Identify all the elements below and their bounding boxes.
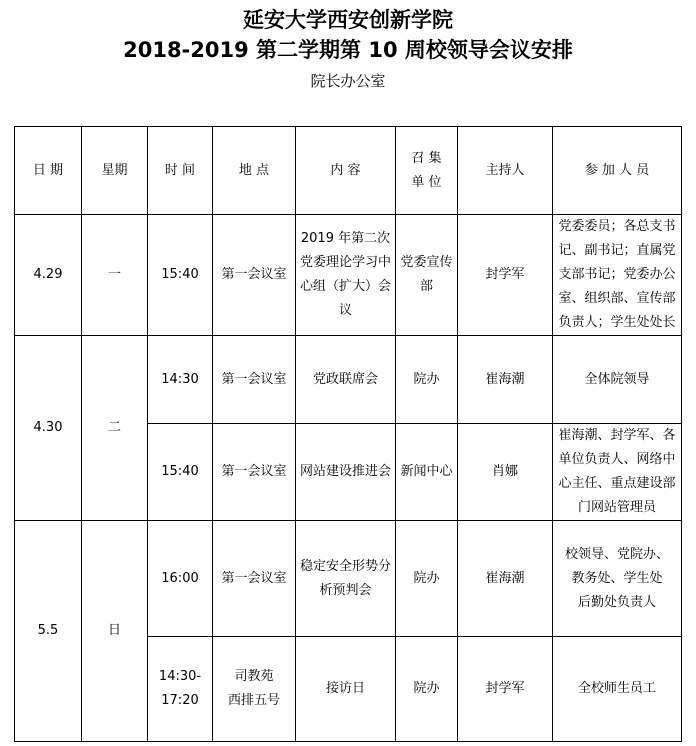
participants-cell: 全体院领导 bbox=[553, 336, 682, 424]
content-cell: 网站建设推进会 bbox=[296, 424, 396, 521]
document-title: 延安大学西安创新学院 bbox=[243, 8, 453, 32]
place-cell: 第一会议室 bbox=[213, 424, 296, 521]
header-weekday: 星期 bbox=[82, 127, 148, 215]
header-place: 地 点 bbox=[213, 127, 296, 215]
weekday-cell: 一 bbox=[82, 215, 148, 336]
time-cell: 14:30 bbox=[148, 336, 213, 424]
content-cell: 稳定安全形势分 析预判会 bbox=[296, 521, 396, 637]
time-cell: 16:00 bbox=[148, 521, 213, 637]
header-date: 日 期 bbox=[15, 127, 82, 215]
issuing-office: 院长办公室 bbox=[310, 72, 386, 90]
time-cell: 14:30- 17:20 bbox=[148, 637, 213, 742]
place-cell: 第一会议室 bbox=[213, 215, 296, 336]
host-cell: 崔海潮 bbox=[458, 336, 553, 424]
organizer-cell: 院办 bbox=[396, 637, 458, 742]
meeting-schedule-table bbox=[14, 126, 682, 742]
host-cell: 封学军 bbox=[458, 637, 553, 742]
participants-cell: 校领导、党院办、 教务处、学生处 后勤处负责人 bbox=[553, 521, 682, 637]
table-row bbox=[15, 336, 682, 424]
place-cell: 司教苑 西排五号 bbox=[213, 637, 296, 742]
time-cell: 15:40 bbox=[148, 215, 213, 336]
weekday-cell: 二 bbox=[82, 336, 148, 521]
organizer-cell: 新闻中心 bbox=[396, 424, 458, 521]
date-cell: 4.30 bbox=[15, 336, 82, 521]
content-cell: 党政联席会 bbox=[296, 336, 396, 424]
place-cell: 第一会议室 bbox=[213, 521, 296, 637]
host-cell: 肖娜 bbox=[458, 424, 553, 521]
date-cell: 5.5 bbox=[15, 521, 82, 742]
participants-cell: 崔海潮、封学军、各 单位负责人、网络中 心主任、重点建设部 门网站管理员 bbox=[553, 424, 682, 521]
organizer-cell: 院办 bbox=[396, 336, 458, 424]
place-cell: 第一会议室 bbox=[213, 336, 296, 424]
host-cell: 崔海潮 bbox=[458, 521, 553, 637]
header-time: 时 间 bbox=[148, 127, 213, 215]
header-host: 主持人 bbox=[458, 127, 553, 215]
time-cell: 15:40 bbox=[148, 424, 213, 521]
organizer-cell: 党委宣传 部 bbox=[396, 215, 458, 336]
organizer-cell: 院办 bbox=[396, 521, 458, 637]
content-cell: 接访日 bbox=[296, 637, 396, 742]
header-organizer: 召 集 单 位 bbox=[396, 127, 458, 215]
weekday-cell: 日 bbox=[82, 521, 148, 742]
document-subtitle-week: 2018-2019 第二学期第 10 周校领导会议安排 bbox=[123, 38, 573, 62]
header-content: 内 容 bbox=[296, 127, 396, 215]
header-participants: 参 加 人 员 bbox=[553, 127, 682, 215]
participants-cell: 全校师生员工 bbox=[553, 637, 682, 742]
table-header-row bbox=[15, 127, 682, 215]
host-cell: 封学军 bbox=[458, 215, 553, 336]
participants-cell: 党委委员；各总支书 记、副书记；直属党 支部书记；党委办公 室、组织部、宣传部 负责人；学生处处长 bbox=[553, 215, 682, 336]
table-row bbox=[15, 215, 682, 336]
content-cell: 2019 年第二次 党委理论学习中 心组（扩大）会 议 bbox=[296, 215, 396, 336]
date-cell: 4.29 bbox=[15, 215, 82, 336]
table-row bbox=[15, 521, 682, 637]
